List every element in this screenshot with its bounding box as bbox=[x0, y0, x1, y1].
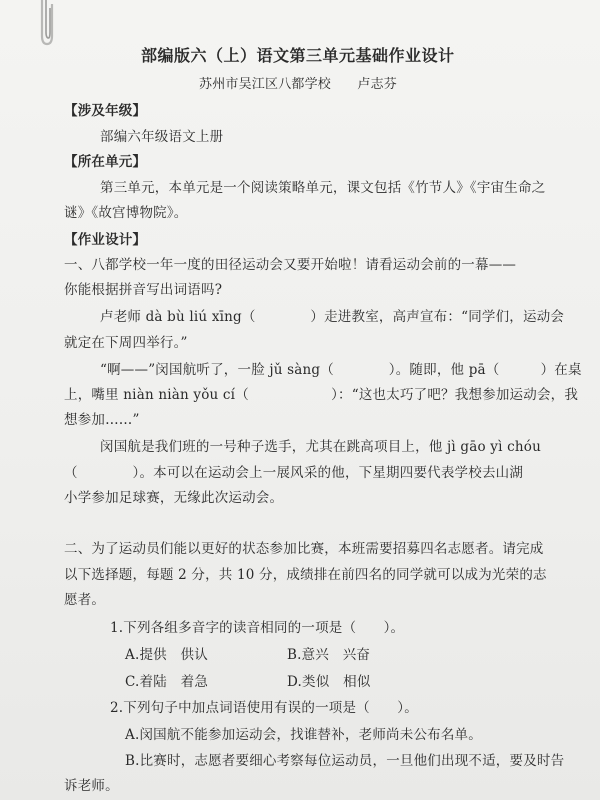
question-2-item-2-stem: 2.下列句子中加点词语使用有误的一项是（ ）。 bbox=[110, 700, 418, 716]
question-1-intro: 一、八都学校一年一度的田径运动会又要开始啦！请看运动会前的一幕—— bbox=[64, 257, 517, 273]
design-heading: 【作业设计】 bbox=[64, 232, 147, 248]
grade-text: 部编六年级语文上册 bbox=[100, 129, 224, 145]
question-1-paragraph: 就定在下周四举行。” bbox=[64, 335, 188, 351]
question-2-intro: 以下选择题，每题 2 分，共 10 分，成绩排在前四名的同学就可以成为光荣的志 bbox=[64, 567, 547, 583]
grade-heading: 【涉及年级】 bbox=[64, 103, 147, 119]
question-2-intro: 愿者。 bbox=[64, 592, 106, 608]
question-1-paragraph: （ ）。本可以在运动会上一展风采的他，下星期四要代表学校去山湖 bbox=[64, 465, 524, 481]
paper-clip-icon bbox=[34, 0, 60, 48]
option-a: A.提供 供认 bbox=[125, 647, 208, 663]
question-2-item-1-stem: 1.下列各组多音字的读音相同的一项是（ ）。 bbox=[110, 620, 405, 636]
question-1-paragraph: 小学参加足球赛，无缘此次运动会。 bbox=[64, 490, 284, 506]
unit-text: 第三单元，本单元是一个阅读策略单元，课文包括《竹节人》《宇宙生命之 bbox=[100, 180, 546, 196]
question-1-paragraph: 卢老师 dà bù liú xīng（ ）走进教室，高声宣布：“同学们，运动会 bbox=[100, 309, 565, 325]
author-line: 苏州市吴江区八都学校 卢志芬 bbox=[199, 77, 398, 92]
option-b: B.比赛时，志愿者要细心考察每位运动员，一旦他们出现不适，要及时告 bbox=[125, 753, 565, 769]
unit-text: 谜》《故宫博物院》。 bbox=[64, 205, 188, 221]
question-1-intro: 你能根据拼音写出词语吗? bbox=[64, 282, 223, 298]
option-b: 诉老师。 bbox=[64, 778, 119, 794]
document-title: 部编版六（上）语文第三单元基础作业设计 bbox=[141, 46, 455, 65]
question-2-intro: 二、为了运动员们能以更好的状态参加比赛，本班需要招募四名志愿者。请完成 bbox=[64, 541, 544, 557]
option-b: B.意兴 兴奋 bbox=[287, 647, 371, 663]
option-d: D.类似 相似 bbox=[287, 674, 371, 690]
question-1-paragraph: 闵国航是我们班的一号种子选手，尤其在跳高项目上，他 jì gāo yì chóu bbox=[100, 439, 542, 455]
option-a: A.闵国航不能参加运动会，找谁替补，老师尚未公布名单。 bbox=[125, 727, 482, 743]
option-c: C.着陆 着急 bbox=[125, 674, 209, 690]
question-1-paragraph: 想参加……” bbox=[64, 412, 140, 428]
question-1-paragraph: “啊——”闵国航听了，一脸 jǔ sàng（ ）。随即，他 pā（ ）在桌 bbox=[100, 362, 582, 378]
question-1-paragraph: 上，嘴里 niàn niàn yǒu cí（ ）：“这也太巧了吧？我想参加运动会，我 bbox=[64, 387, 579, 403]
unit-heading: 【所在单元】 bbox=[64, 154, 147, 170]
